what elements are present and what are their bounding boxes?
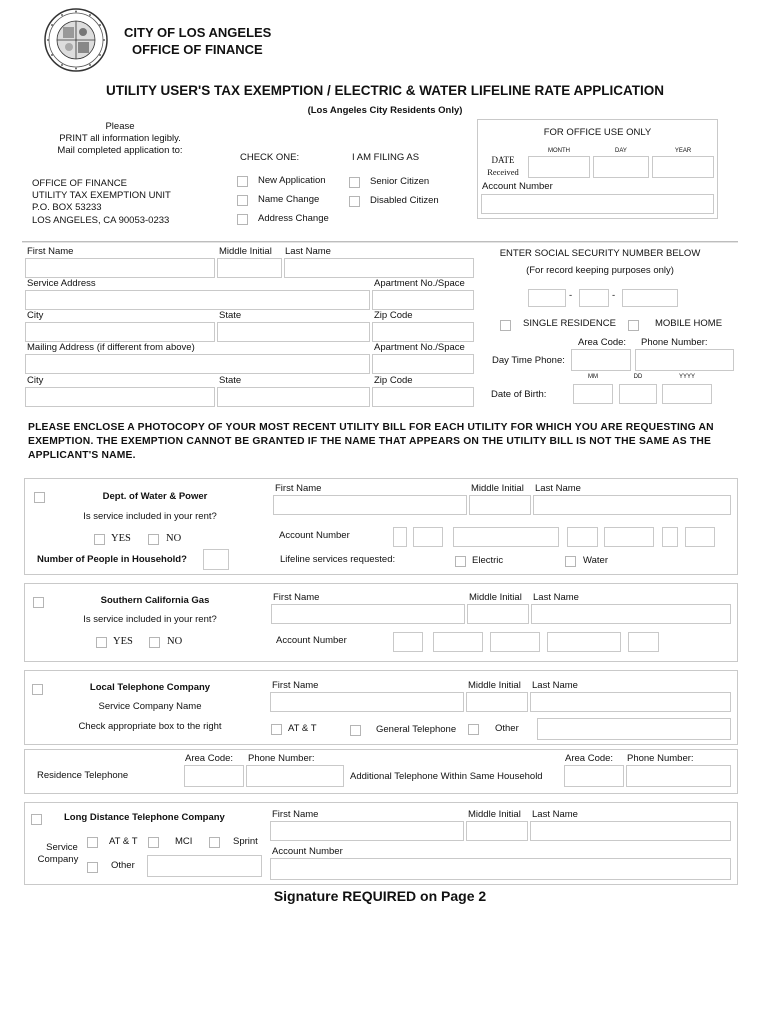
office-account-field[interactable]	[481, 194, 714, 214]
mailing-address-input[interactable]	[25, 354, 370, 374]
area-code-label: Area Code:	[578, 337, 627, 348]
disabled-citizen-checkbox[interactable]	[349, 196, 360, 207]
office-date-label: DATE	[491, 155, 515, 165]
last-name-label: Last Name	[285, 246, 331, 257]
gas-account-input[interactable]	[490, 632, 540, 652]
local-last-name-input[interactable]	[530, 692, 731, 712]
office-name: OFFICE OF FINANCE	[132, 42, 263, 57]
ld-other-input[interactable]	[147, 855, 262, 877]
ld-last-name-input[interactable]	[530, 821, 731, 841]
mailing-state-label: State	[219, 375, 242, 386]
ld-att-checkbox[interactable]	[87, 837, 98, 848]
lifeline-label: Lifeline services requested:	[280, 554, 396, 565]
dob-month-input[interactable]	[573, 384, 613, 404]
new-application-label: New Application	[258, 175, 326, 186]
dwp-rent-question: Is service included in your rent?	[83, 511, 217, 522]
city-seal	[44, 8, 108, 72]
gas-last-name-input[interactable]	[531, 604, 731, 624]
state-input[interactable]	[217, 322, 370, 342]
office-account-label: Account Number	[482, 181, 553, 192]
household-count-input[interactable]	[203, 549, 229, 570]
ld-middle-initial-input[interactable]	[466, 821, 528, 841]
residence-telephone-label: Residence Telephone	[37, 770, 129, 781]
gas-middle-initial-label: Middle Initial	[469, 592, 522, 603]
local-middle-initial-label: Middle Initial	[468, 680, 521, 691]
mail-address-line: UTILITY TAX EXEMPTION UNIT	[32, 190, 171, 201]
daytime-phone-input[interactable]	[635, 349, 734, 371]
divider	[22, 241, 738, 243]
gas-account-label: Account Number	[276, 635, 347, 646]
local-other-label: Other	[495, 723, 519, 734]
mailing-state-input[interactable]	[217, 387, 370, 407]
mail-address-line: OFFICE OF FINANCE	[32, 178, 127, 189]
gas-account-input[interactable]	[547, 632, 621, 652]
mailing-zip-label: Zip Code	[374, 375, 413, 386]
mailing-address-label: Mailing Address (if different from above)	[27, 342, 195, 353]
name-change-checkbox[interactable]	[237, 195, 248, 206]
residence-area-code-label: Area Code:	[185, 753, 234, 764]
ld-att-label: AT & T	[109, 836, 138, 847]
dwp-first-name-input[interactable]	[273, 495, 467, 515]
mail-address-line: P.O. BOX 53233	[32, 202, 102, 213]
gas-rent-question: Is service included in your rent?	[83, 614, 217, 625]
new-application-checkbox[interactable]	[237, 176, 248, 187]
local-att-checkbox[interactable]	[271, 724, 282, 735]
long-distance-title: Long Distance Telephone Company	[64, 812, 225, 823]
mailing-city-label: City	[27, 375, 44, 386]
local-middle-initial-input[interactable]	[466, 692, 528, 712]
office-use-title: FOR OFFICE USE ONLY	[543, 127, 652, 138]
additional-phone-input[interactable]	[626, 765, 731, 787]
disabled-citizen-label: Disabled Citizen	[370, 195, 439, 206]
dob-label: Date of Birth:	[491, 389, 547, 400]
service-address-input[interactable]	[25, 290, 370, 310]
household-label: Number of People in Household?	[37, 554, 187, 565]
ld-other-checkbox[interactable]	[87, 862, 98, 873]
mobile-home-label: MOBILE HOME	[655, 318, 723, 329]
dwp-account-label: Account Number	[279, 530, 350, 541]
residence-phone-number-label: Phone Number:	[248, 753, 315, 764]
utility-bill-notice: PLEASE ENCLOSE A PHOTOCOPY OF YOUR MOST RECENT UTILITY BILL FOR EACH UTILITY FOR WHICH YOU ARE REQUESTING AN EXEMPTION. THE EXEMPTION CANNOT BE GRANTED IF THE NAME THAT APPEARS ON THE UTILITY BILL IS NOT THE SAME AS THE APPLICANT'S NAME.	[28, 422, 714, 462]
ld-service-label: Service	[46, 842, 78, 853]
last-name-input[interactable]	[284, 258, 474, 278]
dwp-last-name-input[interactable]	[533, 495, 731, 515]
gas-last-name-label: Last Name	[533, 592, 579, 603]
ld-first-name-input[interactable]	[270, 821, 464, 841]
service-address-label: Service Address	[27, 278, 96, 289]
dwp-account-input[interactable]	[604, 527, 654, 547]
general-telephone-checkbox[interactable]	[350, 725, 361, 736]
water-label: Water	[583, 555, 608, 566]
ld-middle-initial-label: Middle Initial	[468, 809, 521, 820]
dwp-account-input[interactable]	[453, 527, 559, 547]
residence-phone-input[interactable]	[246, 765, 344, 787]
mobile-home-checkbox[interactable]	[628, 320, 639, 331]
local-last-name-label: Last Name	[532, 680, 578, 691]
local-phone-title: Local Telephone Company	[89, 682, 211, 693]
additional-telephone-label: Additional Telephone Within Same Household	[350, 771, 543, 782]
first-name-label: First Name	[27, 246, 74, 257]
dwp-yes-label: YES	[111, 533, 131, 544]
zip-input[interactable]	[372, 322, 474, 342]
dob-day-input[interactable]	[619, 384, 657, 404]
water-checkbox[interactable]	[565, 556, 576, 567]
city-label: City	[27, 310, 44, 321]
ssn-part2-input[interactable]	[579, 289, 609, 307]
office-day-label: DAY	[615, 148, 627, 154]
local-other-input[interactable]	[537, 718, 731, 740]
ssn-heading: ENTER SOCIAL SECURITY NUMBER BELOW	[499, 248, 701, 259]
dwp-yes-checkbox[interactable]	[94, 534, 105, 545]
ssn-note: (For record keeping purposes only)	[526, 265, 674, 276]
gas-first-name-input[interactable]	[271, 604, 465, 624]
gas-yes-checkbox[interactable]	[96, 637, 107, 648]
dwp-checkbox[interactable]	[34, 492, 45, 503]
state-label: State	[219, 310, 242, 321]
electric-label: Electric	[472, 555, 504, 566]
gas-account-input[interactable]	[433, 632, 483, 652]
office-year-label: YEAR	[674, 148, 692, 154]
gas-middle-initial-input[interactable]	[467, 604, 529, 624]
instruction-print: PRINT all information legibly.	[59, 133, 181, 144]
gas-yes-label: YES	[113, 636, 133, 647]
zip-label: Zip Code	[374, 310, 413, 321]
ld-mci-label: MCI	[175, 836, 193, 847]
service-company-label: Service Company Name	[98, 701, 202, 712]
ld-other-label: Other	[111, 860, 135, 871]
ld-account-input[interactable]	[270, 858, 731, 880]
local-first-name-input[interactable]	[270, 692, 464, 712]
dwp-middle-initial-label: Middle Initial	[471, 483, 524, 494]
ld-sprint-label: Sprint	[233, 836, 258, 847]
city-name: CITY OF LOS ANGELES	[124, 25, 272, 40]
filing-as-label: I AM FILING AS	[352, 152, 420, 163]
ld-company-label: Company	[37, 854, 79, 865]
instruction-please: Please	[105, 121, 135, 132]
dwp-account-input[interactable]	[567, 527, 598, 547]
local-att-label: AT & T	[288, 723, 317, 734]
dob-year-input[interactable]	[662, 384, 712, 404]
address-change-checkbox[interactable]	[237, 214, 248, 225]
single-residence-checkbox[interactable]	[500, 320, 511, 331]
dob-mm-label: MM	[588, 374, 598, 380]
local-other-checkbox[interactable]	[468, 724, 479, 735]
general-telephone-label: General Telephone	[376, 724, 457, 735]
first-name-input[interactable]	[25, 258, 215, 278]
form-title: UTILITY USER'S TAX EXEMPTION / ELECTRIC & WATER LIFELINE RATE APPLICATION	[106, 83, 664, 98]
apartment-input[interactable]	[372, 290, 474, 310]
ld-first-name-label: First Name	[272, 809, 319, 820]
gas-first-name-label: First Name	[273, 592, 320, 603]
ld-account-label: Account Number	[272, 846, 343, 857]
dob-dd-label: DD	[633, 374, 643, 380]
ssn-dash: -	[612, 290, 616, 301]
senior-citizen-label: Senior Citizen	[370, 176, 430, 187]
additional-area-code-input[interactable]	[564, 765, 624, 787]
mailing-apartment-label: Apartment No./Space	[374, 342, 465, 353]
ssn-part3-input[interactable]	[622, 289, 678, 307]
dwp-no-checkbox[interactable]	[148, 534, 159, 545]
form-subtitle: (Los Angeles City Residents Only)	[307, 105, 463, 116]
mailing-city-input[interactable]	[25, 387, 215, 407]
mail-address-line: LOS ANGELES, CA 90053-0233	[32, 215, 170, 226]
dwp-last-name-label: Last Name	[535, 483, 581, 494]
middle-initial-input[interactable]	[217, 258, 282, 278]
single-residence-label: SINGLE RESIDENCE	[523, 318, 616, 329]
electric-checkbox[interactable]	[455, 556, 466, 567]
office-year-field[interactable]	[652, 156, 714, 178]
name-change-label: Name Change	[258, 194, 320, 205]
senior-citizen-checkbox[interactable]	[349, 177, 360, 188]
office-day-field[interactable]	[593, 156, 649, 178]
check-box-instruction: Check appropriate box to the right	[78, 721, 222, 732]
signature-required-note: Signature REQUIRED on Page 2	[273, 888, 487, 904]
instruction-mail: Mail completed application to:	[57, 145, 183, 156]
long-distance-checkbox[interactable]	[31, 814, 42, 825]
check-one-label: CHECK ONE:	[240, 152, 300, 163]
ld-last-name-label: Last Name	[532, 809, 578, 820]
gas-checkbox[interactable]	[33, 597, 44, 608]
additional-phone-number-label: Phone Number:	[627, 753, 694, 764]
office-received-label: Received	[487, 167, 519, 177]
dob-yyyy-label: YYYY	[678, 374, 695, 380]
additional-area-code-label: Area Code:	[565, 753, 614, 764]
dwp-title: Dept. of Water & Power	[102, 491, 208, 502]
ld-mci-checkbox[interactable]	[148, 837, 159, 848]
dwp-account-input[interactable]	[662, 527, 678, 547]
address-change-label: Address Change	[258, 213, 329, 224]
phone-number-label: Phone Number:	[641, 337, 708, 348]
daytime-area-code-input[interactable]	[571, 349, 631, 371]
office-month-label: MONTH	[548, 148, 570, 154]
dwp-account-input[interactable]	[393, 527, 407, 547]
dwp-middle-initial-input[interactable]	[469, 495, 531, 515]
ssn-part1-input[interactable]	[528, 289, 566, 307]
dwp-account-input[interactable]	[413, 527, 443, 547]
mailing-apartment-input[interactable]	[372, 354, 474, 374]
city-input[interactable]	[25, 322, 215, 342]
apartment-label: Apartment No./Space	[374, 278, 465, 289]
local-first-name-label: First Name	[272, 680, 319, 691]
residence-area-code-input[interactable]	[184, 765, 244, 787]
ssn-dash: -	[569, 290, 573, 301]
office-month-field[interactable]	[528, 156, 590, 178]
gas-title: Southern California Gas	[100, 595, 210, 606]
day-time-phone-label: Day Time Phone:	[492, 355, 565, 366]
gas-no-label: NO	[167, 636, 183, 647]
gas-account-input[interactable]	[628, 632, 659, 652]
gas-no-checkbox[interactable]	[149, 637, 160, 648]
dwp-no-label: NO	[166, 533, 182, 544]
local-phone-checkbox[interactable]	[32, 684, 43, 695]
dwp-account-input[interactable]	[685, 527, 715, 547]
gas-account-input[interactable]	[393, 632, 423, 652]
mailing-zip-input[interactable]	[372, 387, 474, 407]
middle-initial-label: Middle Initial	[219, 246, 272, 257]
ld-sprint-checkbox[interactable]	[209, 837, 220, 848]
dwp-first-name-label: First Name	[275, 483, 322, 494]
